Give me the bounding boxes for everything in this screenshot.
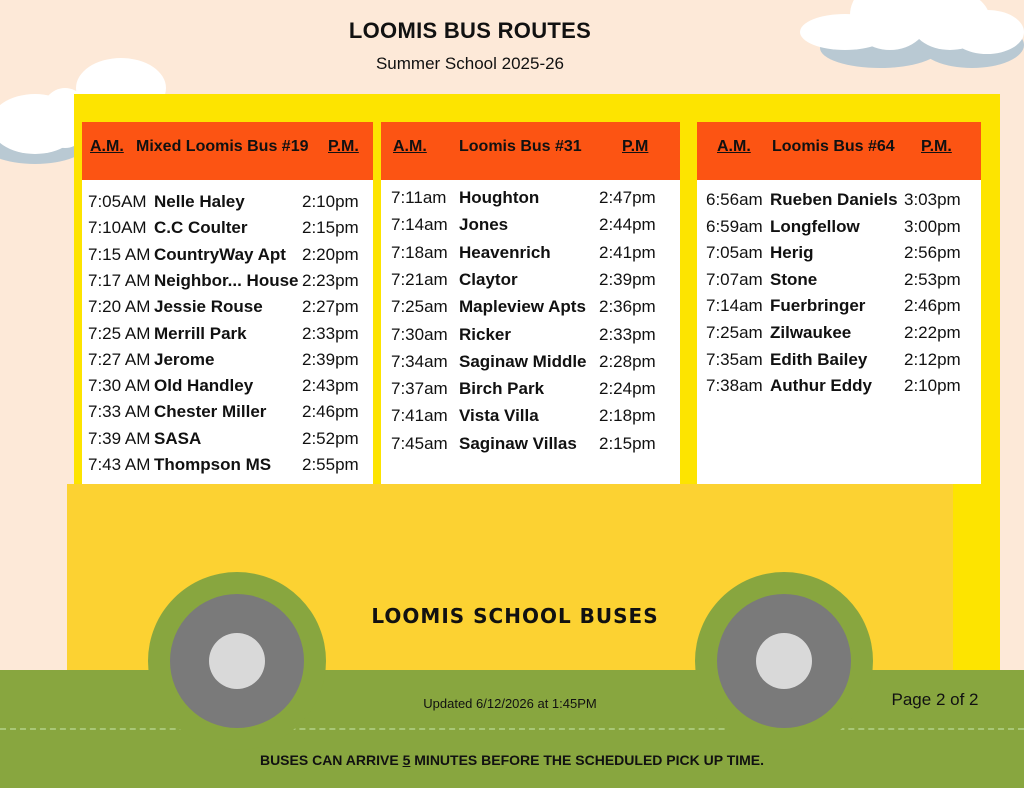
- am-time: 7:05AM: [88, 192, 147, 211]
- pm-time: 3:00pm: [904, 216, 961, 236]
- am-time: 7:41am: [391, 406, 448, 426]
- stop-name: Neighbor... House: [154, 270, 299, 290]
- am-time: 7:25am: [706, 323, 763, 342]
- stop-row: [381, 243, 680, 269]
- route-name: Mixed Loomis Bus #19: [136, 138, 309, 155]
- stop-name: Saginaw Villas: [459, 433, 577, 453]
- stop-row: [381, 188, 680, 214]
- am-time: 7:39 AM: [88, 428, 151, 448]
- pm-time: 2:33pm: [599, 324, 656, 344]
- stop-name: Claytor: [459, 269, 518, 289]
- pm-time: 2:46pm: [302, 402, 359, 422]
- pm-time: 2:44pm: [599, 215, 656, 235]
- am-time: 7:07am: [706, 269, 763, 289]
- stop-row: [381, 434, 680, 460]
- notice-text-after: MINUTES BEFORE THE SCHEDULED PICK UP TIME.: [410, 752, 765, 768]
- stop-row: [381, 379, 680, 405]
- stop-row: [381, 352, 680, 378]
- stop-name: Old Handley: [154, 376, 254, 396]
- am-time: 7:45am: [391, 433, 448, 453]
- pm-header: P.M: [622, 138, 649, 155]
- notice-minutes: 5: [402, 752, 411, 768]
- stop-name: Stone: [770, 269, 818, 289]
- stop-name: Ricker: [459, 324, 511, 344]
- stop-row: [697, 217, 981, 243]
- am-time: 7:34am: [391, 351, 448, 371]
- stop-name: Mapleview Apts: [459, 297, 586, 317]
- am-time: 7:05am: [706, 243, 763, 263]
- pm-time: 2:15pm: [599, 433, 656, 453]
- stop-row: [697, 243, 981, 269]
- stop-name: Thompson MS: [154, 455, 272, 474]
- pm-time: 2:10pm: [904, 376, 961, 396]
- pm-time: 2:52pm: [302, 428, 359, 448]
- stop-name: Rueben Daniels: [770, 190, 898, 209]
- am-time: 7:25 AM: [88, 323, 151, 343]
- am-time: 7:30 AM: [88, 376, 151, 396]
- stop-name: Jessie Rouse: [154, 297, 263, 317]
- am-header: A.M.: [717, 138, 751, 155]
- pm-time: 2:39pm: [302, 349, 359, 369]
- am-time: 7:21am: [391, 269, 448, 289]
- stop-row: [381, 215, 680, 241]
- stop-name: Chester Miller: [154, 402, 267, 422]
- pm-time: 2:47pm: [599, 188, 656, 207]
- am-time: 7:20 AM: [88, 297, 151, 317]
- page-subtitle: Summer School 2025-26: [375, 54, 565, 73]
- pm-time: 2:12pm: [904, 349, 961, 369]
- pm-time: 2:55pm: [302, 455, 359, 474]
- stop-name: C.C Coulter: [154, 218, 248, 238]
- am-time: 7:27 AM: [88, 349, 151, 369]
- bus-body-front: [953, 484, 1000, 672]
- pm-time: 2:15pm: [302, 218, 359, 238]
- pm-time: 2:24pm: [599, 379, 656, 399]
- stop-name: Edith Bailey: [770, 349, 868, 369]
- stop-name: Herig: [770, 243, 814, 263]
- am-header: A.M.: [90, 138, 124, 155]
- am-time: 7:14am: [706, 296, 763, 316]
- pm-time: 2:10pm: [302, 192, 359, 211]
- stop-row: [82, 376, 373, 402]
- stop-row: [697, 323, 981, 349]
- route-panel-bus-31: [381, 122, 680, 484]
- arrival-notice: [0, 752, 1024, 768]
- pm-time: 2:18pm: [599, 406, 656, 426]
- pm-time: 2:20pm: [302, 244, 359, 264]
- pm-time: 3:03pm: [904, 190, 961, 209]
- am-time: 7:37am: [391, 379, 448, 399]
- am-time: 7:10AM: [88, 218, 147, 238]
- stop-row: [82, 350, 373, 376]
- stop-row: [82, 192, 373, 218]
- pm-time: 2:56pm: [904, 243, 961, 263]
- pm-time: 2:33pm: [302, 323, 359, 343]
- stop-row: [82, 429, 373, 455]
- am-time: 7:25am: [391, 297, 448, 317]
- am-time: 6:56am: [706, 190, 763, 209]
- stop-row: [82, 245, 373, 271]
- am-time: 7:14am: [391, 215, 448, 235]
- stop-name: Nelle Haley: [154, 192, 245, 211]
- stop-name: Fuerbringer: [770, 296, 866, 316]
- page-number: Page 2 of 2: [891, 690, 979, 709]
- am-time: 7:43 AM: [88, 455, 151, 474]
- route-name: Loomis Bus #31: [459, 138, 582, 155]
- stop-row: [381, 297, 680, 323]
- stop-name: Jones: [459, 215, 509, 235]
- stop-row: [82, 297, 373, 323]
- stop-row: [82, 218, 373, 244]
- pm-time: 2:27pm: [302, 297, 359, 317]
- stop-name: Saginaw Middle: [459, 351, 587, 371]
- stop-name: Authur Eddy: [770, 376, 872, 396]
- am-time: 7:30am: [391, 324, 448, 344]
- am-time: 7:35am: [706, 349, 763, 369]
- stop-row: [697, 376, 981, 402]
- route-header: [697, 122, 981, 180]
- pm-time: 2:43pm: [302, 376, 359, 396]
- stop-row: [697, 270, 981, 296]
- stop-row: [82, 455, 373, 481]
- stop-name: CountryWay Apt: [154, 244, 286, 264]
- wheel-hub-right: [756, 633, 812, 689]
- stop-name: Heavenrich: [459, 242, 551, 262]
- stop-row: [381, 270, 680, 296]
- pm-time: 2:28pm: [599, 351, 656, 371]
- stop-row: [82, 324, 373, 350]
- pm-header: P.M.: [921, 138, 952, 155]
- route-header: [381, 122, 680, 180]
- pm-time: 2:36pm: [599, 297, 656, 317]
- stop-name: Vista Villa: [459, 406, 539, 426]
- route-name: Loomis Bus #64: [772, 138, 895, 155]
- stop-name: Merrill Park: [154, 323, 247, 343]
- stop-name: SASA: [154, 428, 202, 448]
- pm-time: 2:41pm: [599, 242, 656, 262]
- updated-timestamp: Updated 6/12/2026 at 1:45PM: [423, 696, 597, 711]
- stop-name: Jerome: [154, 349, 215, 369]
- page-title: LOOMIS BUS ROUTES: [348, 18, 592, 43]
- road-dash-line: [0, 728, 1024, 730]
- pm-time: 2:39pm: [599, 269, 656, 289]
- am-time: 7:33 AM: [88, 402, 151, 422]
- stop-row: [82, 402, 373, 428]
- am-time: 7:15 AM: [88, 244, 151, 264]
- pm-time: 2:23pm: [302, 270, 359, 290]
- stop-name: Houghton: [459, 188, 540, 207]
- am-time: 7:11am: [391, 188, 447, 207]
- notice-text-before: BUSES CAN ARRIVE: [259, 752, 403, 768]
- stop-row: [381, 325, 680, 351]
- stop-row: [82, 271, 373, 297]
- pm-header: P.M.: [328, 138, 359, 155]
- stop-row: [697, 350, 981, 376]
- pm-time: 2:22pm: [904, 323, 961, 342]
- stop-row: [381, 406, 680, 432]
- route-panel-bus-19: [82, 122, 373, 484]
- am-time: 7:17 AM: [88, 270, 151, 290]
- stop-name: Birch Park: [459, 379, 545, 399]
- pm-time: 2:46pm: [904, 296, 961, 316]
- stop-row: [697, 296, 981, 322]
- wheel-hub-left: [209, 633, 265, 689]
- route-header: [82, 122, 373, 180]
- stop-name: Zilwaukee: [770, 323, 852, 342]
- am-time: 7:38am: [706, 376, 763, 396]
- am-time: 6:59am: [706, 216, 763, 236]
- am-header: A.M.: [393, 138, 427, 155]
- bus-brand-label: LOOMIS SCHOOL BUSES: [371, 604, 659, 628]
- route-panel-bus-64: [697, 122, 981, 484]
- am-time: 7:18am: [391, 242, 448, 262]
- stop-row: [697, 190, 981, 216]
- stop-name: Longfellow: [770, 216, 860, 236]
- pm-time: 2:53pm: [904, 269, 961, 289]
